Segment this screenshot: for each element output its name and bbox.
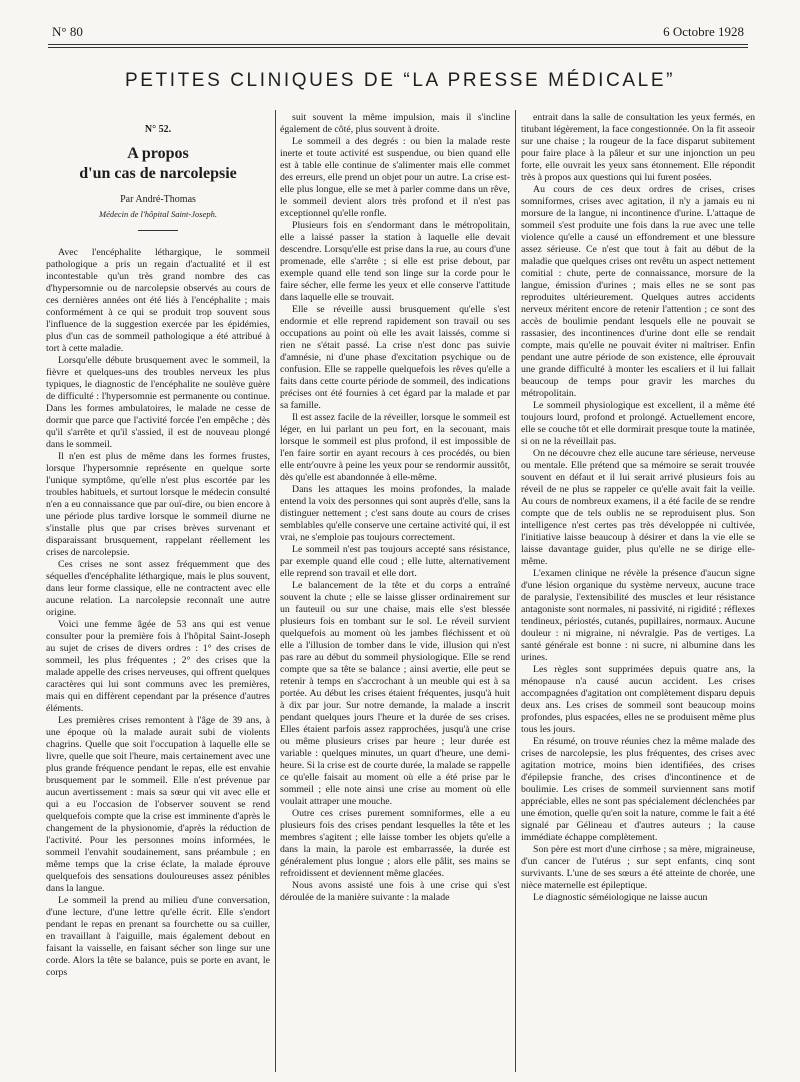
column-divider-right [515, 110, 516, 1072]
page-header [52, 24, 744, 42]
paragraph: Le balancement de la tête et du corps a entraîné souvent la chute ; elle se laisse glisser ordinairement sur un fauteuil ou sur une chaise, mais elle s'est blessée plusieurs fois en tombant sur le sol. Le réveil survient quelquefois au moment où les jambes fléchissent et où elle a l'illusion de tomber dans le vide, illusion qui n'est pas rare au début du sommeil physiologique. Elle se rend compte que sa tête se balance ; ainsi avertie, elle peut se retenir à temps en s'accrochant à un meuble qui est à sa portée. Au début les crises étaient fréquentes, jusqu'à huit à dix par jour. Sur notre demande, la malade a inscrit pendant quelques jours l'heure et la durée de ses crises. Elles étaient parfois assez rapprochées, jusqu'à une crise ou même plusieurs crises par heure ; leur durée est variable : quelques minutes, un quart d'heure, une demi-heure. Si la crise est de courte durée, la malade se rappelle ce qu'elle faisait au moment où elle a été prise par le sommeil ; elle note ainsi une crise au moment où elle voulait attraper une mouche. [280, 580, 510, 807]
paragraph: Le sommeil n'est pas toujours accepté sans résistance, par exemple quand elle coud ; elle lutte, alternativement elle reprend son travail et elle dort. [280, 544, 510, 579]
paragraph: Voici une femme âgée de 53 ans qui est venue consulter pour la première fois à l'hôpital Saint-Joseph au sujet de crises de divers ordres : 1° des crises de sommeil, les plus fréquentes ; 2° des crises que la malade appelle des crises nerveuses, qui offrent quelques caractères qui lui sont communs avec les premières, mais qui en diffèrent cependant par la présence d'autres éléments. [46, 619, 270, 714]
paragraph: Les premières crises remontent à l'âge de 39 ans, à une époque où la malade aurait subi de violents chagrins. Quelle que soit l'occupation à laquelle elle se livre, quelle que soit l'heure, mais certainement avec une plus grande fréquence pendant le repas, elle est envahie brusquement par le sommeil. Elle n'est prévenue par aucun avertissement : mais sa sœur qui vit avec elle et qui a eu l'occasion de l'observer souvent se rend quelquefois compte que la crise est imminente d'après le changement de la physionomie, d'après la réduction de l'activité. Pour les personnes moins informées, le sommeil l'envahit soudainement, sans préambule ; en même temps que la crise éclate, la malade éprouve quelquefois des sensations douloureuses assez pénibles dans la langue. [46, 715, 270, 894]
column-2-body [280, 112, 510, 904]
paragraph: On ne découvre chez elle aucune tare sérieuse, nerveuse ou mentale. Elle prétend que sa mémoire se serait trouvée souvent en défaut et il lui serait arrivé plusieurs fois au réveil de ne plus se rappeler ce qu'elle avait fait la veille. Au cours de nombreux examens, il a été facile de se rendre compte que de tels oublis ne se reproduisent plus. Son intelligence n'est certes pas très développée ni cultivée, l'initiative laisse beaucoup à désirer et dans la vie elle se laisse davantage guider, plus qu'elle ne se dirige elle-même. [521, 448, 755, 567]
column-1 [46, 124, 270, 1076]
paragraph: Il n'en est plus de même dans les formes frustes, lorsque l'hypersomnie représente en quelque sorte l'unique symptôme, qu'elle n'est plus escortée par les troubles habituels, et surtout lorsque le médecin consulté n'en a eu connaissance que par ouï-dire, ou bien encore à une période plus tardive lorsque le sommeil diurne ne s'installe plus que par crises brèves survenant et disparaissant brusquement, rappelant réellement les crises de narcolepsie. [46, 451, 270, 558]
header-rule-top [48, 44, 748, 45]
column-3 [521, 112, 755, 1076]
article-number: N° 52. [144, 124, 172, 135]
paragraph: En résumé, on trouve réunies chez la même malade des crises de narcolepsie, les plus fréquentes, des crises avec agitation motrice, moins bien identifiées, des crises d'épilepsie franche, des crises d'incontinence et de boulimie. Les crises de sommeil surviennent sans motif appréciable, elles ne sont pas spécialement déclenchées par une émotion, quelle qu'en soit la nature, comme le fait a été signalé par Gélineau et d'autres auteurs ; la cause immédiate échappe complètement. [521, 736, 755, 843]
column-divider-left [275, 110, 276, 1072]
paragraph: Le diagnostic séméiologique ne laisse aucun [533, 892, 708, 903]
paragraph: Outre ces crises purement somniformes, elle a eu plusieurs fois des crises pendant lesquelles la tête et les membres s'agitent ; elle laisse tomber les objets qu'elle a dans la main, la parole est embarrassée, la durée est généralement plus longue ; alors elle pâlit, ses mains se refroidissent et deviennent même glacées. [280, 808, 510, 879]
title-separator [138, 230, 178, 231]
paragraph: Lorsqu'elle débute brusquement avec le sommeil, la fièvre et quelques-uns des troubles nerveux les plus typiques, le diagnostic de l'encéphalite ne soulève guère de difficulté : l'hypersomnie est permanente ou continue. Dans les formes ambulatoires, le malade ne cesse de dormir que parce que l'activité forcée l'en empêche ; dès qu'il s'arrête et qu'il s'assied, il est de nouveau plongé dans le sommeil. [46, 355, 270, 450]
issue-date: 6 Octobre 1928 [663, 24, 744, 39]
paragraph: Les règles sont supprimées depuis quatre ans, la ménopause n'a causé aucun accident. Les crises accompagnées d'agitation ont complètement disparu depuis deux ans. Les crises de sommeil sont beaucoup moins profondes, plus espacées, elles ne se produisent même plus tous les jours. [521, 664, 755, 735]
column-3-body [521, 112, 755, 904]
paragraph: Elle se réveille aussi brusquement qu'elle s'est endormie et elle reprend rapidement son travail ou ses occupations au point où elle les avait laissés, comme si rien ne s'était passé. La crise n'est donc pas suivie d'amnésie, ni d'une phase d'excitation psychique ou de confusion. Elle se rappelle quelquefois les rêves qu'elle a faits dans cette courte période de sommeil, des indications précises ont été fournies à cet égard par la malade et par sa famille. [280, 304, 510, 411]
author-affiliation: Médecin de l'hôpital Saint-Joseph. [99, 209, 217, 219]
paragraph: Dans les attaques les moins profondes, la malade entend la voix des personnes qui sont auprès d'elle, sans la distinguer nettement ; c'est sans doute au cours de crises semblables qu'elle conserve une certaine activité qui, il est vrai, ne s'emploie pas toujours correctement. [280, 484, 510, 543]
paragraph: Son père est mort d'une cirrhose ; sa mère, migraineuse, d'un cancer de l'utérus ; sur sept enfants, cinq sont survivants. L'une de ses sœurs a été atteinte de chorée, une nièce maternelle est épileptique. [521, 844, 755, 891]
paragraph: Plusieurs fois en s'endormant dans le métropolitain, elle a laissé passer la station à laquelle elle devait descendre. Lorsqu'elle est prise dans la rue, au cours d'une promenade, elle s'arrête ; si elle est prise debout, par exemple quand elle tend son linge sur la corde pour le faire sécher, elle ferme les yeux et elle conserve l'attitude dans laquelle elle se trouvait. [280, 220, 510, 303]
article-title-line-2: d'un cas de narcolepsie [79, 165, 237, 182]
paragraph: Le sommeil la prend au milieu d'une conversation, d'une lecture, d'une lettre qu'elle écrit. Elle s'endort pendant le repas en prenant sa fourchette ou sa cuiller, en travaillant à l'aiguille, mais également debout en faisant la vaisselle, en faisant sécher son linge sur une corde. Alors la tête se balance, puis se porte en avant, le corps [46, 895, 270, 978]
paragraph: entrait dans la salle de consultation les yeux fermés, en titubant légèrement, la face congestionnée. On la fit asseoir sur une chaise ; la rougeur de la face disparut subitement pour faire place à la pâleur et sur une injonction un peu forte, elle ouvrait les yeux sans étonnement. Elle répondit très à propos aux questions qui lui furent posées. [521, 112, 755, 183]
paragraph: Nous avons assisté une fois à une crise qui s'est déroulée de la manière suivante : la malade [280, 880, 510, 903]
paragraph: Ces crises ne sont assez fréquemment que des séquelles d'encéphalite léthargique, mais le plus souvent, dans leur forme classique, elle ne contractent avec elle aucune relation. La narcolepsie reconnaît une autre origine. [46, 559, 270, 618]
article-title-line-1: A propos [127, 145, 189, 162]
masthead-title: PETITES CLINIQUES DE “LA PRESSE MÉDICALE” [124, 70, 676, 91]
paragraph: Le sommeil a des degrés : ou bien la malade reste inerte et toute activité est suspendue, ou bien quand elle est à table elle continue de s'alimenter mais elle commet des erreurs, elle prend un objet pour un autre. La crise est-elle plus longue, elle se met à parler comme dans un rêve, le sommeil devient alors très profond et il n'est pas exceptionnel qu'elle ronfle. [280, 136, 510, 219]
column-2 [280, 112, 510, 1076]
article-byline: Par André-Thomas [120, 194, 196, 205]
paragraph: Au cours de ces deux ordres de crises, crises somniformes, crises avec agitation, il n'y a jamais eu ni morsure de la langue, ni incontinence d'urine. L'attaque de sommeil s'est produite une fois dans la rue avec une telle violence qu'elle a causé un effondrement et une blessure assez sérieuse. Ce n'est que tout à fait au début de la maladie que quelques crises ont revêtu un aspect nettement comitial : chute, perte de connaissance, morsure de la langue, émission d'urines ; mais elles ne se sont pas reproduites ultérieurement. Quelques autres accidents nerveux méritent encore de retenir l'attention ; ce sont des accès de boulimie pendant lesquels elle ne pouvait se rassasier, des incontinences d'urine dont elle se rendait compte, mais qu'elle ne pouvait éviter ni maîtriser. Enfin pendant une autre période de son existence, elle éprouvait une grande difficulté à monter les escaliers et il lui fallait beaucoup de temps pour gravir les marches du métropolitain. [521, 184, 755, 399]
paragraph: Le sommeil physiologique est excellent, il a même été toujours lourd, profond et prolongé. Actuellement encore, elle se couche tôt et elle dormirait presque toute la matinée, si on ne la réveillait pas. [521, 400, 755, 447]
header-rule-bottom [48, 47, 748, 48]
paragraph: L'examen clinique ne révèle la présence d'aucun signe d'une lésion organique du système nerveux, aucune trace de paralysie, l'extensibilité des muscles et leur résistance antagoniste sont normales, ni passivité, ni rigidité ; réflexes tendineux, périostés, cutanés, pupillaires, normaux. Aucune douleur : ni migraine, ni névralgie. Pas de vertiges. La santé générale est bonne : ni sucre, ni albumine dans les urines. [521, 568, 755, 663]
paragraph: Avec l'encéphalite léthargique, le sommeil pathologique a pris un regain d'actualité et il est incontestable qu'un très grand nombre des cas d'hypersomnie ou de narcolepsie observés au cours de ces dernières années ont été liés à l'encéphalite ; mais conformément à ce qui se produit trop souvent sous l'influence de la suggestion exercée par les épidémies, plus d'un cas de sommeil pathologique a été attribué à tort à cette maladie. [46, 247, 270, 354]
column-1-body [46, 247, 270, 979]
paragraph: suit souvent la même impulsion, mais il s'incline également de côté, plus souvent à droite. [280, 112, 510, 135]
paragraph: Il est assez facile de la réveiller, lorsque le sommeil est léger, en lui parlant un peu fort, en la secouant, mais lorsque le sommeil est plus profond, il est impossible de l'en faire sortir en ayant recours à ces procédés, ou bien elle entr'ouvre à peine les yeux pour se rendormir aussitôt, dès qu'elle est abandonnée à elle-même. [280, 412, 510, 483]
issue-number: N° 80 [52, 24, 83, 39]
